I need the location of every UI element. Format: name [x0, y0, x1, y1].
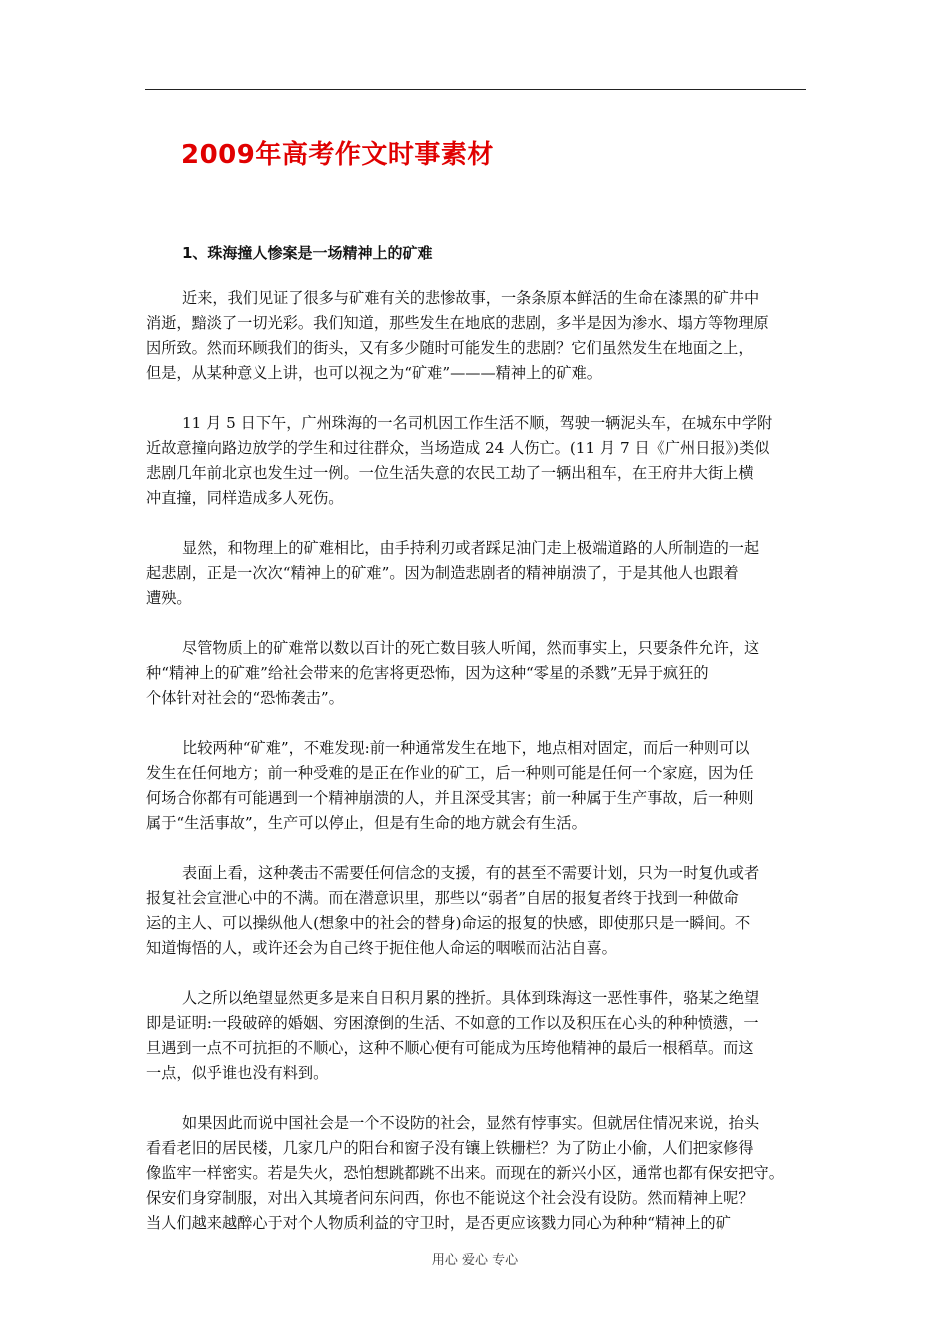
text-line: 报复社会宣泄心中的不满。而在潜意识里，那些以“弱者”自居的报复者终于找到一种做命: [146, 889, 739, 907]
text-line: 保安们身穿制服，对出入其境者问东问西，你也不能说这个社会没有设防。然而精神上呢？: [146, 1189, 754, 1207]
section-heading: 1、珠海撞人惨案是一场精神上的矿难: [182, 244, 433, 262]
text-line: 人之所以绝望显然更多是来自日积月累的挫折。具体到珠海这一恶性事件，骆某之绝望: [182, 989, 760, 1007]
text-line: 悲剧几年前北京也发生过一例。一位生活失意的农民工劫了一辆出租车，在王府井大街上横: [146, 464, 754, 482]
text-line: 起悲剧，正是一次次“精神上的矿难”。因为制造悲剧者的精神崩溃了，于是其他人也跟着: [146, 564, 739, 582]
header-rule: [145, 89, 806, 90]
text-line: 发生在任何地方；前一种受难的是正在作业的矿工，后一种则可能是任何一个家庭，因为任: [146, 764, 754, 782]
text-line: 冲直撞，同样造成多人死伤。: [146, 489, 344, 507]
paragraph: [146, 286, 810, 386]
text-line: 11 月 5 日下午，广州珠海的一名司机因工作生活不顺，驾驶一辆泥头车，在城东中学附: [182, 414, 773, 432]
paragraph: [146, 636, 810, 711]
text-line: 属于“生活事故”，生产可以停止，但是有生命的地方就会有生活。: [146, 814, 587, 832]
paragraph: [146, 736, 810, 836]
paragraph: [146, 861, 810, 961]
text-line: 遭殃。: [146, 589, 192, 607]
text-line: 当人们越来越醉心于对个人物质利益的守卫时，是否更应该戮力同心为种种“精神上的矿: [146, 1214, 731, 1232]
text-line: 近来，我们见证了很多与矿难有关的悲惨故事，一条条原本鲜活的生命在漆黑的矿井中: [182, 289, 760, 307]
text-line: 像监牢一样密实。若是失火，恐怕想跳都跳不出来。而现在的新兴小区，通常也都有保安把守。: [146, 1164, 784, 1182]
text-line: 即是证明:一段破碎的婚姻、穷困潦倒的生活、不如意的工作以及积压在心头的种种愤懑，一: [146, 1014, 759, 1032]
text-line: 知道悔悟的人，或许还会为自己终于扼住他人命运的咽喉而沾沾自喜。: [146, 939, 617, 957]
article-body: [146, 286, 810, 1261]
paragraph: [146, 411, 810, 511]
paragraph: [146, 1111, 810, 1236]
text-line: 旦遇到一点不可抗拒的不顺心，这种不顺心便有可能成为压垮他精神的最后一根稻草。而这: [146, 1039, 754, 1057]
text-line: 显然，和物理上的矿难相比，由手持利刃或者踩足油门走上极端道路的人所制造的一起: [182, 539, 760, 557]
text-line: 如果因此而说中国社会是一个不设防的社会，显然有悖事实。但就居住情况来说，抬头: [182, 1114, 760, 1132]
text-line: 尽管物质上的矿难常以数以百计的死亡数目骇人听闻，然而事实上，只要条件允许，这: [182, 639, 760, 657]
text-line: 近故意撞向路边放学的学生和过往群众，当场造成 24 人伤亡。(11 月 7 日《广州日报》)类似: [146, 439, 770, 457]
text-line: 运的主人、可以操纵他人(想象中的社会的替身)命运的报复的快感，即使那只是一瞬间。不: [146, 914, 751, 932]
text-line: 消逝，黯淡了一切光彩。我们知道，那些发生在地底的悲剧，多半是因为渗水、塌方等物理原: [146, 314, 769, 332]
text-line: 一点，似乎谁也没有料到。: [146, 1064, 329, 1082]
text-line: 表面上看，这种袭击不需要任何信念的支援，有的甚至不需要计划，只为一时复仇或者: [182, 864, 760, 882]
text-line: 种“精神上的矿难”给社会带来的危害将更恐怖，因为这种“零星的杀戮”无异于疯狂的: [146, 664, 709, 682]
page-footer: 用心 爱心 专心: [431, 1253, 519, 1268]
text-line: 个体针对社会的“恐怖袭击”。: [146, 689, 344, 707]
text-line: 因所致。然而环顾我们的街头，又有多少随时可能发生的悲剧？它们虽然发生在地面之上，: [146, 339, 754, 357]
text-line: 何场合你都有可能遇到一个精神崩溃的人，并且深受其害；前一种属于生产事故，后一种则: [146, 789, 754, 807]
text-line: 比较两种“矿难”，不难发现:前一种通常发生在地下，地点相对固定，而后一种则可以: [182, 739, 750, 757]
text-line: 但是，从某种意义上讲，也可以视之为“矿难”———精神上的矿难。: [146, 364, 602, 382]
text-line: 看看老旧的居民楼，几家几户的阳台和窗子没有镶上铁栅栏？为了防止小偷，人们把家修得: [146, 1139, 754, 1157]
paragraph: [146, 536, 810, 611]
document-title: 2009年高考作文时事素材: [181, 140, 494, 170]
paragraph: [146, 986, 810, 1086]
